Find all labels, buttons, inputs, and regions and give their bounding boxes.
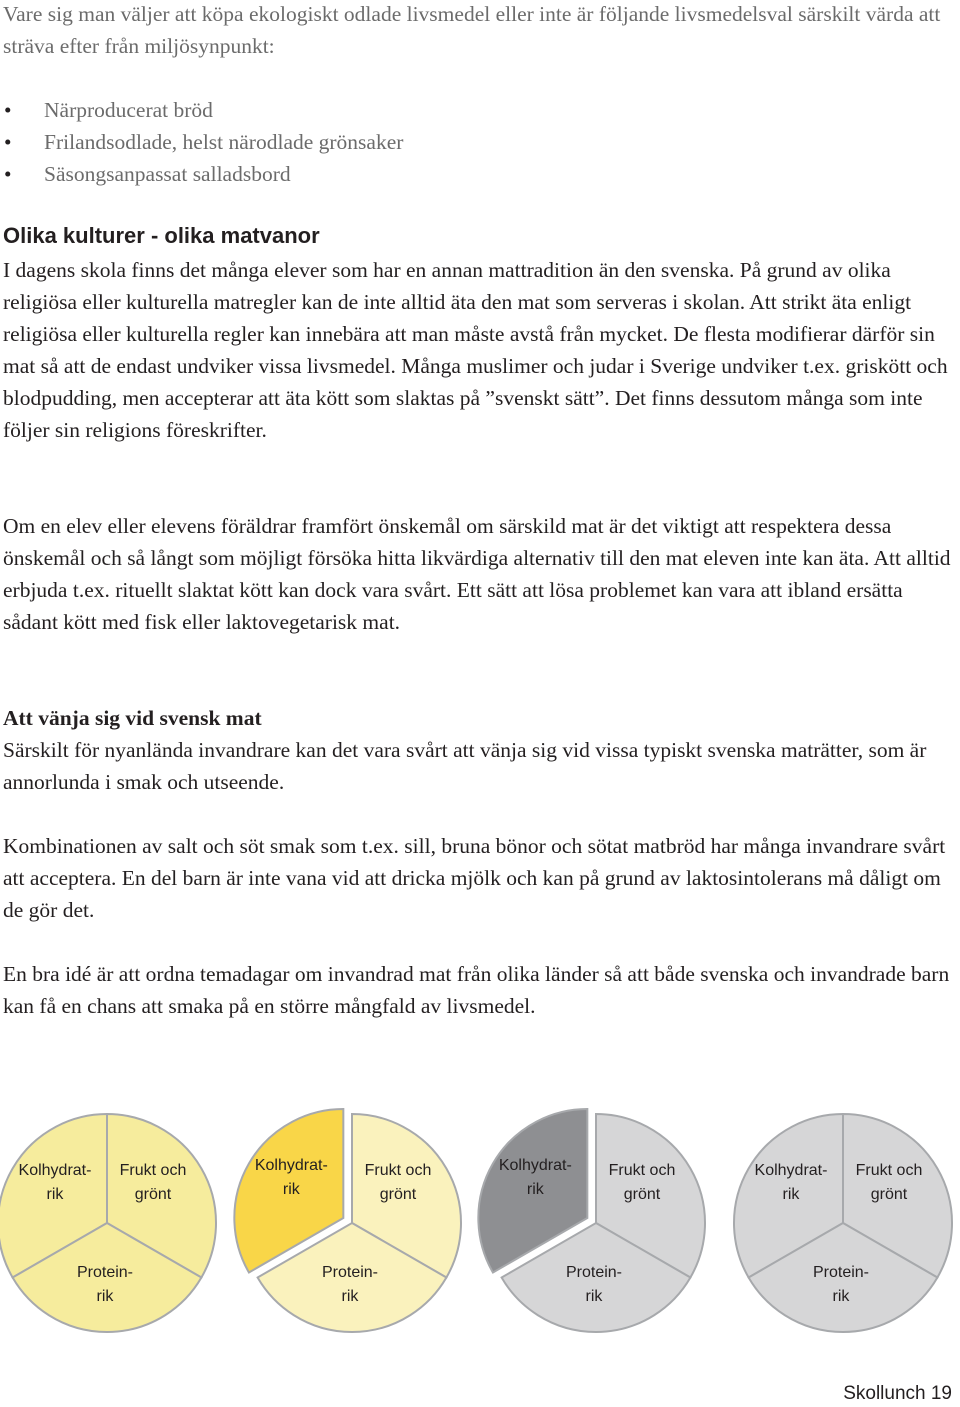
theme-days-paragraph xyxy=(3,958,953,1022)
plate-label-carbs: Kolhydrat- rik xyxy=(754,1162,828,1203)
cultures-paragraph xyxy=(3,254,953,446)
paragraph-text: En bra idé är att ordna temadagar om invandrad mat från olika länder så att både svenska och invandrade barn kan få en chans att smaka på en större mångfald av livsmedel. xyxy=(3,962,950,1018)
plate-label-carbs: Kolhydrat- rik xyxy=(498,1157,572,1198)
plate-label-fruit: Frukt och grönt xyxy=(119,1162,187,1203)
plate-label-protein: Protein- rik xyxy=(565,1264,623,1305)
page-footer: Skollunch 19 xyxy=(843,1383,952,1404)
plate-label-fruit: Frukt och grönt xyxy=(608,1162,676,1203)
plate-model-diagrams xyxy=(0,1095,960,1375)
taste-paragraph xyxy=(3,830,953,926)
plate-label-carbs: Kolhydrat- rik xyxy=(254,1157,328,1198)
plate-label-fruit: Frukt och grönt xyxy=(364,1162,432,1203)
list-item xyxy=(0,158,403,190)
list-item-text: Säsongsanpassat salladsbord xyxy=(44,162,291,186)
paragraph-text: Kombinationen av salt och söt smak som t.ex. sill, bruna bönor och sötat matbröd har många invandrare svårt att acceptera. En del barn är inte vana vid att dricka mjölk och kan på grund av laktosintolerans må dåligt om de gör det. xyxy=(3,834,946,922)
section-heading-cultures: Olika kulturer - olika matvanor xyxy=(3,223,320,248)
paragraph-text: Om en elev eller elevens föräldrar framfört önskemål om särskild mat är det viktigt att respektera dessa önskemål och så långt som möjligt försöka hitta likvärdiga alternativ till den mat eleven inte kan äta. Att alltid erbjuda t.ex. rituellt slaktat kött kan dock vara svårt. Ett sätt att lösa problemet kan vara att ibland ersätta sådant kött med fisk eller laktovegetarisk mat. xyxy=(3,514,951,634)
special-diet-paragraph xyxy=(3,510,953,638)
bullet-list xyxy=(0,94,403,190)
plate-label-protein: Protein- rik xyxy=(321,1264,379,1305)
list-item xyxy=(0,94,403,126)
paragraph-text: I dagens skola finns det många elever som har en annan mattradition än den svenska. På grund av olika religiösa eller kulturella matregler kan de inte alltid äta den mat som serveras i skolan. Att strikt äta enligt religiösa eller kulturella regler kan innebära att man måste avstå från mycket. De flesta modifierar därför sin mat så att de endast undviker vissa livsmedel. Många muslimer och judar i Sverige undviker t.ex. griskött och blodpudding, men accepterar att äta kött som slaktas på ”svenskt sätt”. Det finns dessutom många som inte följer sin religions föreskrifter. xyxy=(3,258,948,442)
list-item-text: Närproducerat bröd xyxy=(44,98,213,122)
plate-label-carbs: Kolhydrat- rik xyxy=(18,1162,92,1203)
list-item xyxy=(0,126,403,158)
plate-models-svg xyxy=(0,1095,960,1375)
intro-text: Vare sig man väljer att köpa ekologiskt odlade livsmedel eller inte är följande livsmedelsval särskilt värda att sträva efter från miljösynpunkt: xyxy=(3,2,941,58)
bullet-icon: • xyxy=(4,130,12,154)
plate-label-protein: Protein- rik xyxy=(812,1264,870,1305)
bullet-icon: • xyxy=(4,98,12,122)
plate-label-protein: Protein- rik xyxy=(76,1264,134,1305)
plate-label-fruit: Frukt och grönt xyxy=(855,1162,923,1203)
list-item-text: Frilandsodlade, helst närodlade grönsaker xyxy=(44,130,404,154)
bullet-icon: • xyxy=(4,162,12,186)
paragraph-text: Särskilt för nyanlända invandrare kan det vara svårt att vänja sig vid vissa typiskt svenska maträtter, som är annorlunda i smak och utseende. xyxy=(3,738,927,794)
section-heading-swedish-food: Att vänja sig vid svensk mat xyxy=(3,706,262,730)
swedish-food-paragraph xyxy=(3,734,953,798)
